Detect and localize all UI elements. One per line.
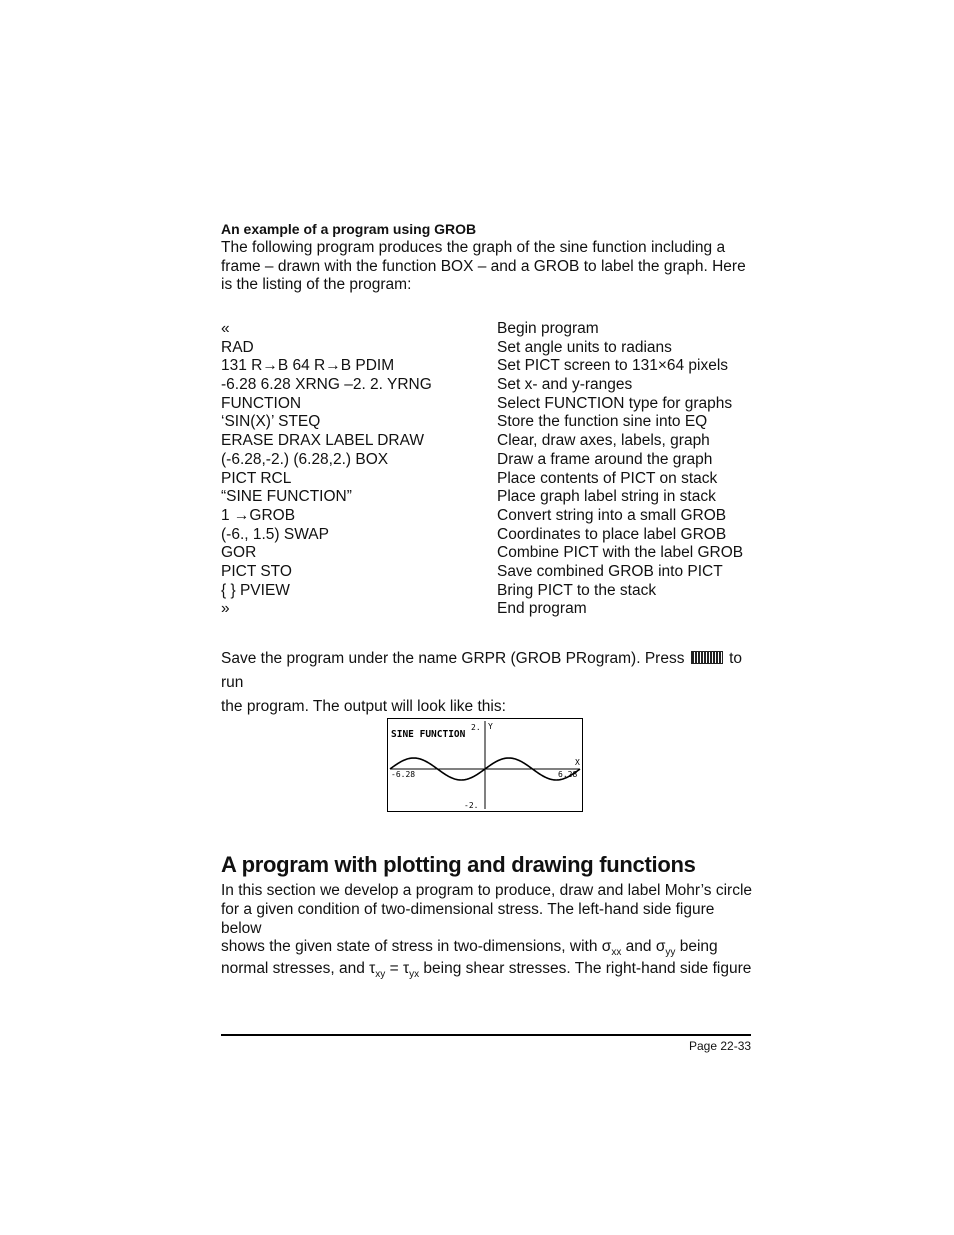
save-text: Save the program under the name GRPR (GROB PRogram). Press (221, 650, 685, 667)
listing-desc: Store the function sine into EQ (497, 413, 708, 431)
listing-row (221, 526, 761, 545)
page-number: Page 22-33 (689, 1039, 752, 1053)
listing-code: « (221, 320, 230, 337)
program-listing (221, 320, 761, 619)
section-heading: A program with plotting and drawing functions (221, 852, 696, 877)
sub-yx: yx (409, 969, 420, 981)
mohr-line3c: being (675, 938, 718, 956)
listing-code: FUNCTION (221, 394, 302, 412)
sub-yy: yy (665, 947, 676, 959)
listing-desc: Set angle units to radians (497, 338, 672, 356)
listing-desc: Convert string into a small GROB (497, 506, 727, 524)
listing-row (221, 432, 761, 451)
listing-code: ‘SIN(X)’ STEQ (221, 413, 321, 431)
mohr-line4a: normal stresses, and τ (221, 960, 376, 978)
listing-desc: Combine PICT with the label GROB (497, 544, 744, 562)
listing-code: PICT RCL (221, 469, 292, 487)
mohr-line4b: = τ (385, 960, 410, 978)
listing-code: 1 →GROB (221, 506, 296, 524)
listing-desc: End program (497, 600, 587, 618)
mohr-line1: In this section we develop a program to produce, draw and label Mohr’s circle (221, 882, 753, 899)
listing-row (221, 600, 761, 619)
listing-desc: Set PICT screen to 131×64 pixels (497, 357, 729, 375)
xmin-label: -6.28 (391, 770, 416, 779)
save-paragraph (221, 647, 756, 719)
listing-code: -6.28 6.28 XRNG –2. 2. YRNG (221, 376, 432, 394)
listing-code: (-6.28,-2.) (6.28,2.) BOX (221, 450, 389, 468)
sine-plot (388, 719, 582, 811)
listing-code: » (221, 600, 230, 618)
listing-row (221, 320, 761, 339)
listing-row (221, 395, 761, 414)
graph-label: SINE FUNCTION (391, 729, 466, 740)
listing-desc: Place graph label string in stack (497, 488, 716, 506)
listing-code: “SINE FUNCTION” (221, 488, 352, 506)
xmax-label: 6.28 (558, 770, 578, 779)
save-text-run: to run (221, 650, 743, 691)
listing-desc: Coordinates to place label GROB (497, 525, 727, 543)
listing-code: { } PVIEW (221, 581, 290, 599)
listing-row (221, 563, 761, 582)
mohr-line3b: and σ (621, 938, 666, 956)
listing-desc: Bring PICT to the stack (497, 581, 657, 599)
listing-desc: Draw a frame around the graph (497, 450, 713, 468)
sub-xy: xy (375, 969, 386, 981)
listing-desc: Save combined GROB into PICT (497, 562, 723, 580)
sub-xx: xx (611, 947, 622, 959)
listing-row (221, 376, 761, 395)
mohr-line4c: being shear stresses. The right-hand side figure (419, 960, 752, 978)
save-text-line2: the program. The output will look like this: (221, 698, 506, 715)
listing-row (221, 507, 761, 526)
mohr-line2: for a given condition of two-dimensional stress. The left-hand side figure below (221, 900, 715, 937)
listing-code: 131 R→B 64 R→B PDIM (221, 357, 395, 375)
listing-row (221, 413, 761, 432)
mohr-paragraph (221, 882, 756, 979)
y-axis-label: Y (488, 722, 493, 731)
listing-code: GOR (221, 544, 257, 562)
grpr-softkey-icon (691, 651, 723, 664)
x-axis-label: X (575, 758, 580, 767)
listing-row (221, 451, 761, 470)
listing-desc: Begin program (497, 320, 599, 337)
listing-row (221, 488, 761, 507)
listing-row (221, 357, 761, 376)
listing-code: (-6., 1.5) SWAP (221, 525, 329, 543)
listing-desc: Set x- and y-ranges (497, 376, 633, 394)
listing-code: PICT STO (221, 562, 292, 580)
section-subheading: An example of a program using GROB (221, 221, 477, 237)
listing-desc: Place contents of PICT on stack (497, 469, 718, 487)
mohr-line3a: shows the given state of stress in two-dimensions, with σ (221, 938, 612, 956)
listing-row (221, 544, 761, 563)
ymin-label: -2. (464, 801, 479, 810)
intro-paragraph: The following program produces the graph of the sine function including a frame – drawn with the function BOX – and a GROB to label the graph. Here is the listing of the program: (221, 239, 746, 294)
listing-code: RAD (221, 338, 254, 356)
listing-row (221, 339, 761, 358)
calculator-screen (387, 718, 583, 812)
ymax-label: 2. (471, 723, 481, 732)
listing-code: ERASE DRAX LABEL DRAW (221, 432, 424, 450)
listing-desc: Clear, draw axes, labels, graph (497, 432, 710, 450)
listing-row (221, 582, 761, 601)
footer-rule (221, 1034, 751, 1036)
listing-row (221, 470, 761, 489)
listing-desc: Select FUNCTION type for graphs (497, 394, 733, 412)
